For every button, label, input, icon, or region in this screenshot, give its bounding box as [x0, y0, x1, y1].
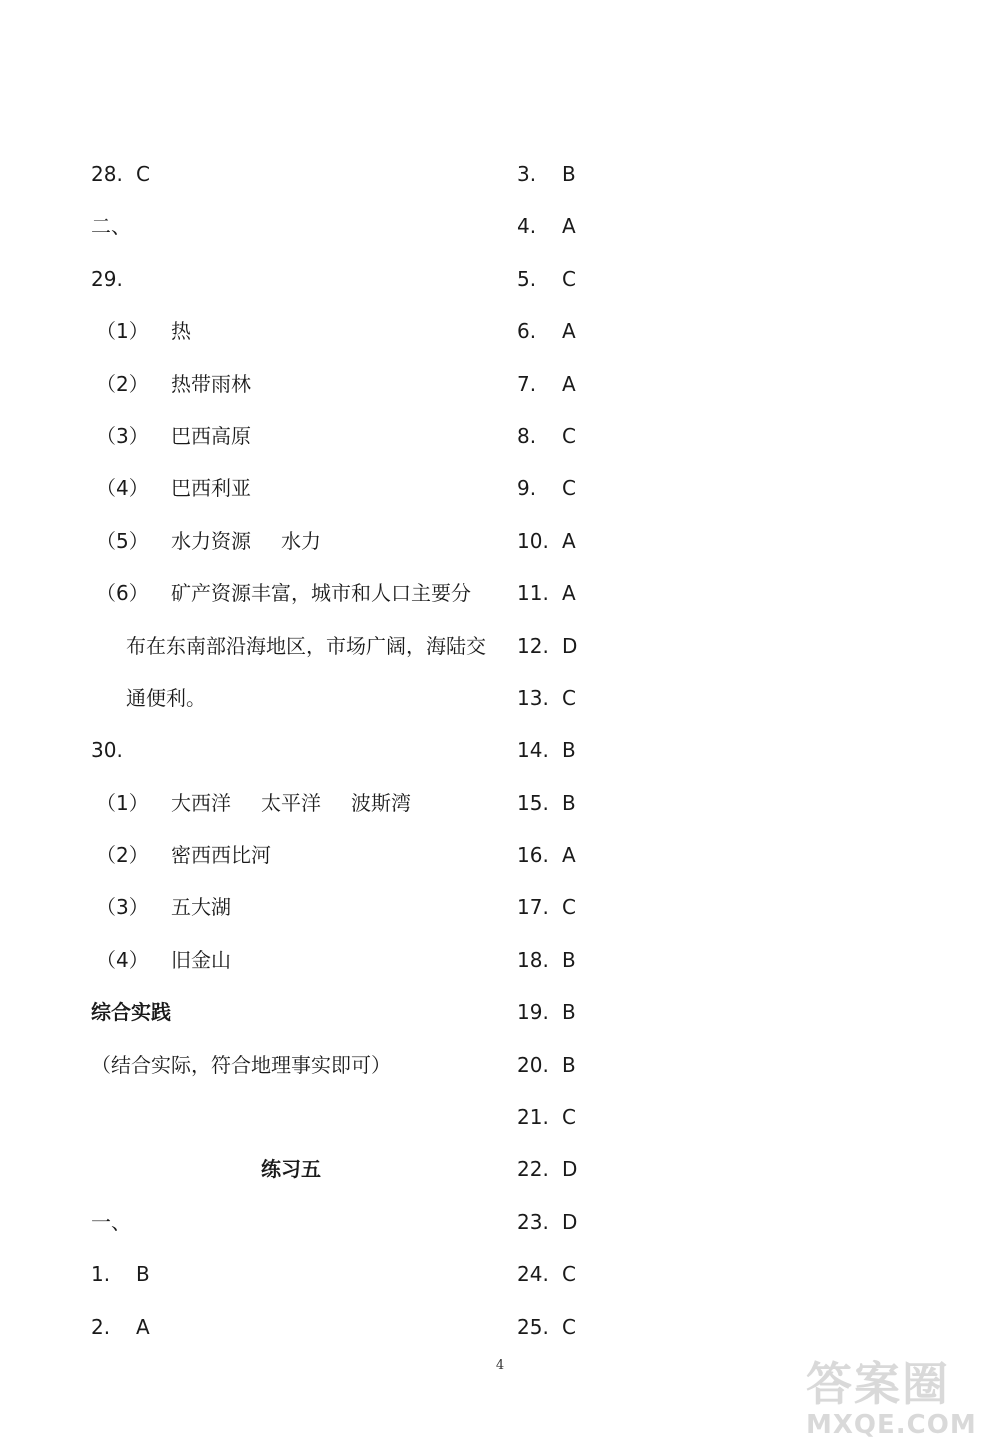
question-number: 2. [91, 1314, 111, 1339]
answer-value: B [562, 947, 576, 972]
left-column [91, 148, 491, 1353]
question-number: 21. [517, 1105, 549, 1130]
answer-line [91, 358, 491, 410]
answer-line [91, 1196, 491, 1248]
answer-value: C [562, 895, 576, 920]
section-marker: 二、 [91, 214, 131, 239]
question-number: 7. [517, 371, 537, 396]
answer-line [91, 881, 491, 933]
answer-value: B [562, 162, 576, 186]
question-number: 5. [517, 266, 537, 291]
sub-answer-text: 矿产资源丰富，城市和人口主要分 [171, 581, 471, 606]
answer-line [517, 358, 637, 410]
question-number: 22. [517, 1157, 549, 1182]
sub-question-label: （3） [96, 895, 149, 920]
answer-value: C [562, 423, 576, 448]
sub-question-label: （5） [96, 528, 149, 553]
answer-value: A [136, 1314, 150, 1339]
sub-question-label: （2） [96, 371, 149, 396]
answer-value: C [562, 1105, 576, 1130]
question-number: 8. [517, 423, 537, 448]
answer-line [517, 1248, 637, 1300]
answer-line [91, 410, 491, 462]
answer-line [91, 986, 491, 1038]
answer-value: B [562, 790, 576, 815]
answer-line [91, 148, 491, 200]
note-text: （结合实际，符合地理事实即可） [91, 1052, 391, 1077]
answer-line [517, 724, 637, 776]
answer-line [517, 1301, 637, 1353]
answer-line [517, 200, 637, 252]
answer-line [517, 305, 637, 357]
sub-answer-text: 水力 [281, 528, 321, 553]
question-number: 23. [517, 1209, 549, 1234]
question-number: 1. [91, 1262, 111, 1287]
answer-line [91, 305, 491, 357]
sub-answer-text: 水力资源 [171, 528, 251, 553]
answer-line [517, 777, 637, 829]
answer-value: A [562, 581, 576, 606]
answer-line [91, 777, 491, 829]
answer-value: A [562, 214, 576, 239]
sub-answer-text: 五大湖 [171, 895, 231, 920]
answer-value: C [562, 1262, 576, 1287]
answer-line [517, 1196, 637, 1248]
answer-value: B [562, 1052, 576, 1077]
question-number: 3. [517, 162, 537, 186]
answer-line [517, 1143, 637, 1195]
answer-value: C [136, 162, 150, 186]
answer-line [517, 515, 637, 567]
sub-answer-text: 旧金山 [171, 947, 231, 972]
question-number: 13. [517, 685, 549, 710]
answer-value: C [562, 685, 576, 710]
question-number: 17. [517, 895, 549, 920]
answer-line [91, 620, 491, 672]
sub-question-label: （1） [96, 319, 149, 344]
sub-question-label: （4） [96, 476, 149, 501]
section-marker: 一、 [91, 1209, 131, 1234]
answer-line [91, 1301, 491, 1353]
question-number: 30. [91, 738, 123, 763]
question-number: 16. [517, 843, 549, 868]
answer-line [91, 200, 491, 252]
watermark-bottom-text: MXQE.COM [806, 1410, 977, 1440]
sub-question-label: （4） [96, 947, 149, 972]
answer-value: A [562, 843, 576, 868]
question-number: 10. [517, 528, 549, 553]
sub-answer-text: 大西洋 [171, 790, 231, 815]
sub-question-label: （3） [96, 423, 149, 448]
answer-line [517, 253, 637, 305]
answer-value: C [562, 1314, 576, 1339]
watermark-logo [806, 1358, 986, 1448]
continuation-text: 布在东南部沿海地区，市场广阔，海陆交 [126, 633, 486, 658]
question-number: 6. [517, 319, 537, 344]
answer-line [91, 567, 491, 619]
question-number: 24. [517, 1262, 549, 1287]
answer-line [517, 829, 637, 881]
answer-line [517, 986, 637, 1038]
question-number: 11. [517, 581, 549, 606]
answer-line [91, 515, 491, 567]
answer-line [517, 620, 637, 672]
answer-line [91, 253, 491, 305]
answer-line [517, 881, 637, 933]
sub-answer-text: 巴西高原 [171, 423, 251, 448]
page-number: 4 [495, 1358, 505, 1373]
answer-line [517, 148, 637, 200]
answer-line [91, 462, 491, 514]
answer-line [91, 672, 491, 724]
sub-answer-text: 波斯湾 [351, 790, 411, 815]
answer-value: B [562, 738, 576, 763]
answer-line [517, 567, 637, 619]
question-number: 9. [517, 476, 537, 501]
question-number: 25. [517, 1314, 549, 1339]
answer-value: B [136, 1262, 150, 1287]
answer-value: A [562, 371, 576, 396]
answer-value: A [562, 528, 576, 553]
question-number: 28. [91, 162, 123, 186]
answer-line [91, 1039, 491, 1091]
answer-value: D [562, 633, 578, 658]
answer-line [517, 672, 637, 724]
question-number: 15. [517, 790, 549, 815]
continuation-text: 通便利。 [126, 685, 206, 710]
question-number: 18. [517, 947, 549, 972]
sub-answer-text: 热 [171, 319, 191, 344]
exercise-title: 练习五 [261, 1157, 321, 1182]
answer-value: D [562, 1209, 578, 1234]
question-number: 4. [517, 214, 537, 239]
answer-value: D [562, 1157, 578, 1182]
sub-answer-text: 密西西比河 [171, 843, 271, 868]
sub-question-label: （2） [96, 843, 149, 868]
answer-value: C [562, 476, 576, 501]
question-number: 20. [517, 1052, 549, 1077]
question-number: 12. [517, 633, 549, 658]
question-number: 29. [91, 266, 123, 291]
answer-line [91, 1143, 491, 1195]
question-number: 19. [517, 1000, 549, 1025]
answer-value: C [562, 266, 576, 291]
answer-line [91, 829, 491, 881]
answer-line [517, 1039, 637, 1091]
answer-line [517, 462, 637, 514]
answer-line [517, 1091, 637, 1143]
blank-line [91, 1091, 491, 1143]
answer-value: B [562, 1000, 576, 1025]
answer-value: A [562, 319, 576, 344]
answer-line [91, 934, 491, 986]
sub-question-label: （6） [96, 581, 149, 606]
answer-line [517, 410, 637, 462]
sub-answer-text: 热带雨林 [171, 371, 251, 396]
answer-line [91, 724, 491, 776]
right-column [517, 148, 637, 1353]
watermark-top-text: 答案圈 [806, 1357, 950, 1411]
answer-line [91, 1248, 491, 1300]
section-heading: 综合实践 [91, 1000, 171, 1025]
answer-line [517, 934, 637, 986]
sub-answer-text: 巴西利亚 [171, 476, 251, 501]
question-number: 14. [517, 738, 549, 763]
sub-question-label: （1） [96, 790, 149, 815]
sub-answer-text: 太平洋 [261, 790, 321, 815]
